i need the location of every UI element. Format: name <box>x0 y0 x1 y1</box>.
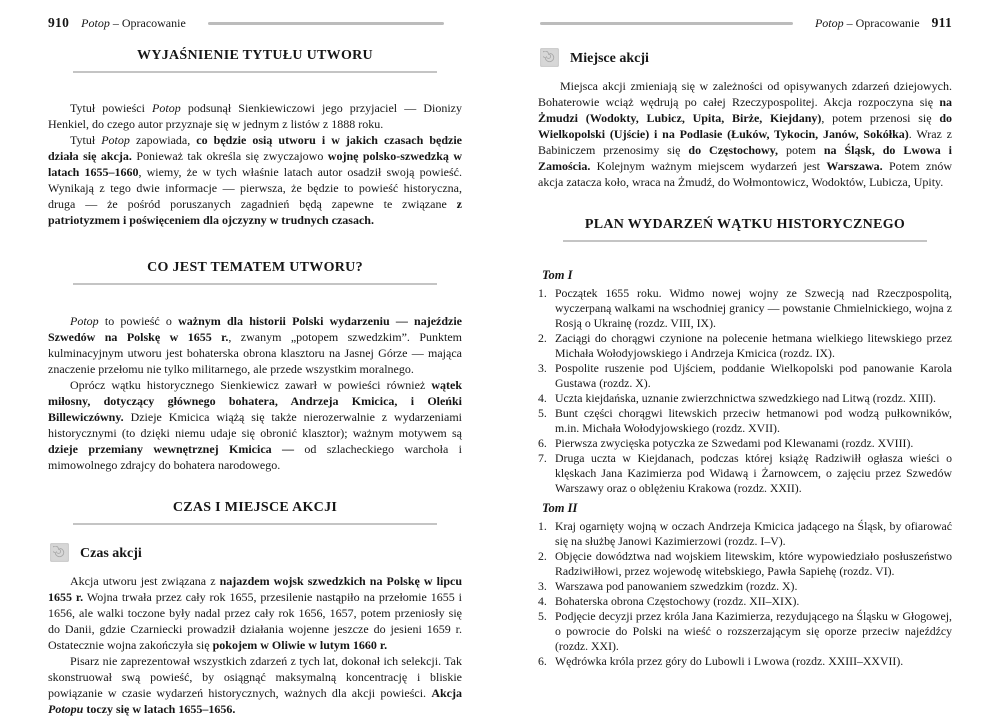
spiral-stamp-icon <box>540 48 559 67</box>
paragraph: Pisarz nie zaprezentował wszystkich zdarzeń z tych lat, dokonał ich selekcji. Tak skonstruował swą powieść, by osiągnąć maksymalną koncentrację i bliskie powiązanie w czasie wydarzeń historycznych, ważnych dla akcji powieści. Akcja Potopu toczy się w latach 1655–1656. <box>48 654 462 716</box>
item-number: 5. <box>538 609 547 623</box>
subsection-title: Miejsce akcji <box>570 51 649 66</box>
item-text: Pierwsza zwycięska potyczka ze Szwedami pod Klewanami (rozdz. XVIII). <box>555 436 914 450</box>
item-text: Zaciągi do chorągwi czynione na polecenie hetmana wielkiego litewskiego przez Michała Wołodyjowskiego i Andrzeja Kmicica (rozdz. IX). <box>555 331 952 360</box>
item-text: Uczta kiejdańska, uznanie zwierzchnictwa szwedzkiego nad Litwą (rozdz. XIII). <box>555 391 936 405</box>
item-number: 3. <box>538 361 547 375</box>
list-item <box>538 406 952 436</box>
page-right-911 <box>500 0 1000 712</box>
item-text: Początek 1655 roku. Widmo nowej wojny ze Szwecją nad Rzeczpospolitą, wyczerpaną walkami na wschodniej granicy — powstanie Chmielnickiego, wojna z Rosją o Ukrainę (rozdz. VIII, IX). <box>555 286 952 330</box>
item-number: 1. <box>538 519 547 533</box>
spiral-stamp-icon <box>50 543 69 562</box>
item-text: Bunt części chorągwi litewskich przeciw hetmanowi pod wodzą pułkowników, m.in. Michała Wołodyjowskiego (rozdz. XVII). <box>555 406 952 435</box>
item-text: Wędrówka króla przez góry do Lubowli i Lwowa (rozdz. XXIII–XXVII). <box>555 654 904 668</box>
running-title: Potop – Opracowanie <box>814 15 920 30</box>
list-item <box>538 654 952 669</box>
item-text: Pospolite ruszenie pod Ujściem, poddanie Wielkopolski pod panowanie Karola Gustawa (rozdz. X). <box>555 361 952 390</box>
section-heading-title-explanation: WYJAŚNIENIE TYTUŁU UTWORU <box>73 48 437 73</box>
list-item <box>538 436 952 451</box>
item-text: Objęcie dowództwa nad wojskiem litewskim, które wypowiedziało posłuszeństwo Radziwiłłowi, przez wojewodę witebskiego, Pawła Sapiehę (rozdz. VI). <box>555 549 952 578</box>
list-item <box>538 594 952 609</box>
item-text: Podjęcie decyzji przez króla Jana Kazimierza, rezydującego na Śląsku w Głogowej, o powrocie do Polski na wieść o rozszerzającym się oporze przeciw najeźdźcy (rozdz. XXI). <box>555 609 952 653</box>
page-number: 911 <box>931 15 952 30</box>
paragraph: Tytuł powieści Potop podsunął Sienkiewiczowi jego przyjaciel — Dionizy Henkiel, do czego autor przyznaje się w jednym z listów z 1888 roku. <box>48 101 462 131</box>
header-rule <box>208 22 444 25</box>
paragraph: Tytuł Potop zapowiada, co będzie osią utworu i w jakich czasach będzie działa się akcja. Ponieważ tak określa się zwyczajowo wojnę polsko-szwedzką w latach 1655–1660, wiemy, że w tych właśnie latach autor osadził swoją powieść. Wynikają z tego dwie informacje — pierwsza, że będzie to powieść historyczna, druga — że pośród poruszanych zagadnień będą zapewne te związane z patriotyzmem i poświęceniem dla ojczyzny w trudnych czasach. <box>48 133 462 227</box>
list-item <box>538 579 952 594</box>
tome-1-label: Tom I <box>542 268 573 282</box>
item-number: 4. <box>538 391 547 405</box>
item-text: Bohaterska obrona Częstochowy (rozdz. XII–XIX). <box>555 594 800 608</box>
running-header-left <box>48 15 462 31</box>
list-item <box>538 391 952 406</box>
item-number: 2. <box>538 331 547 345</box>
header-rule <box>540 22 793 25</box>
item-number: 4. <box>538 594 547 608</box>
page-number: 910 <box>48 15 70 30</box>
section-heading-theme: CO JEST TEMATEM UTWORU? <box>73 260 437 285</box>
list-item <box>538 331 952 361</box>
item-number: 5. <box>538 406 547 420</box>
item-number: 1. <box>538 286 547 300</box>
running-header-right <box>538 15 952 31</box>
item-text: Kraj ogarnięty wojną w oczach Andrzeja Kmicica jadącego na Śląsk, by ofiarować się na służbę Janowi Kazimierzowi (rozdz. I–V). <box>555 519 952 548</box>
list-item <box>538 451 952 496</box>
paragraph: Miejsca akcji zmieniają się w zależności od opisywanych zdarzeń dziejowych. Bohaterowie wciąż wędrują po całej Rzeczypospolitej. Akcja rozpoczyna się na Żmudzi (Wodokty, Lubicz, Upita, Birże, Kiejdany), potem przenosi się do Wielkopolski (Ujście) i na Podlasie (Łuków, Tykocin, Janów, Sokółka). Wraz z Babiniczem przenosimy się do Częstochowy, potem na Śląsk, do Lwowa i Zamościa. Kolejnym ważnym miejscem wydarzeń jest Warszawa. Potem znów akcja zatacza koło, wraca na Żmudź, do Wołmontowicz, Wodoktów, Lubicza, Upity. <box>538 79 952 189</box>
subsection-title: Czas akcji <box>80 546 142 561</box>
item-text: Warszawa pod panowaniem szwedzkim (rozdz. X). <box>555 579 798 593</box>
list-item <box>538 609 952 654</box>
item-number: 7. <box>538 451 547 465</box>
section-heading-time-place: CZAS I MIEJSCE AKCJI <box>73 500 437 525</box>
list-item <box>538 519 952 549</box>
page-left-910 <box>0 0 500 716</box>
paragraph: Akcja utworu jest związana z najazdem wojsk szwedzkich na Polskę w lipcu 1655 r. Wojna trwała przez cały rok 1655, przesilenie nastąpiło na przełomie 1655 i 1656, ale walki toczone były nadal przez cały rok 1656, 1657, potem przeniosły się do Danii, gdzie Czarniecki prowadził działania wojenne jeszcze do jesieni 1659 r. Ostatecznie wojna zakończyła się pokojem w Oliwie w lutym 1660 r. <box>48 574 462 652</box>
subsection-czas-akcji <box>50 543 462 562</box>
item-number: 6. <box>538 436 547 450</box>
paragraph: Oprócz wątku historycznego Sienkiewicz zawarł w powieści również wątek miłosny, dotyczący głównego bohatera, Andrzeja Kmicica, i Oleńki Billewiczówny. Dzieje Kmicica wiążą się także nierozerwalnie z wydarzeniami historycznymi (to dzięki niemu udaje się obronić klasztor); ważnym motywem są dzieje przemiany wewnętrznej Kmicica — od szlacheckiego warchoła i mimowolnego zdrajcy do bohatera narodowego. <box>48 378 463 472</box>
subsection-miejsce-akcji <box>540 48 952 67</box>
item-number: 6. <box>538 654 547 668</box>
list-item <box>538 361 952 391</box>
section-heading-plan: PLAN WYDARZEŃ WĄTKU HISTORYCZNEGO <box>563 217 927 242</box>
list-item <box>538 549 952 579</box>
item-number: 2. <box>538 549 547 563</box>
item-number: 3. <box>538 579 547 593</box>
tome-2-label: Tom II <box>542 501 578 515</box>
item-text: Druga uczta w Kiejdanach, podczas której książę Radziwiłł ogłasza wieści o klęskach Jana Kazimierza pod Widawą i Żarnowcem, o zajęciu przez Szwedów Warszawy oraz o oblężeniu Krakowa (rozdz. XXII). <box>555 451 952 495</box>
running-title: Potop – Opracowanie <box>81 15 186 30</box>
paragraph: Potop to powieść o ważnym dla historii Polski wydarzeniu — najeździe Szwedów na Polskę w 1655 r., zwanym „potopem szwedzkim”. Punktem kulminacyjnym utworu jest bohaterska obrona klasztoru na Jasnej Górze — mająca znaczenie przełomu nie tylko militarnego, ale przede wszystkim moralnego. <box>48 314 463 376</box>
list-item <box>538 286 952 331</box>
